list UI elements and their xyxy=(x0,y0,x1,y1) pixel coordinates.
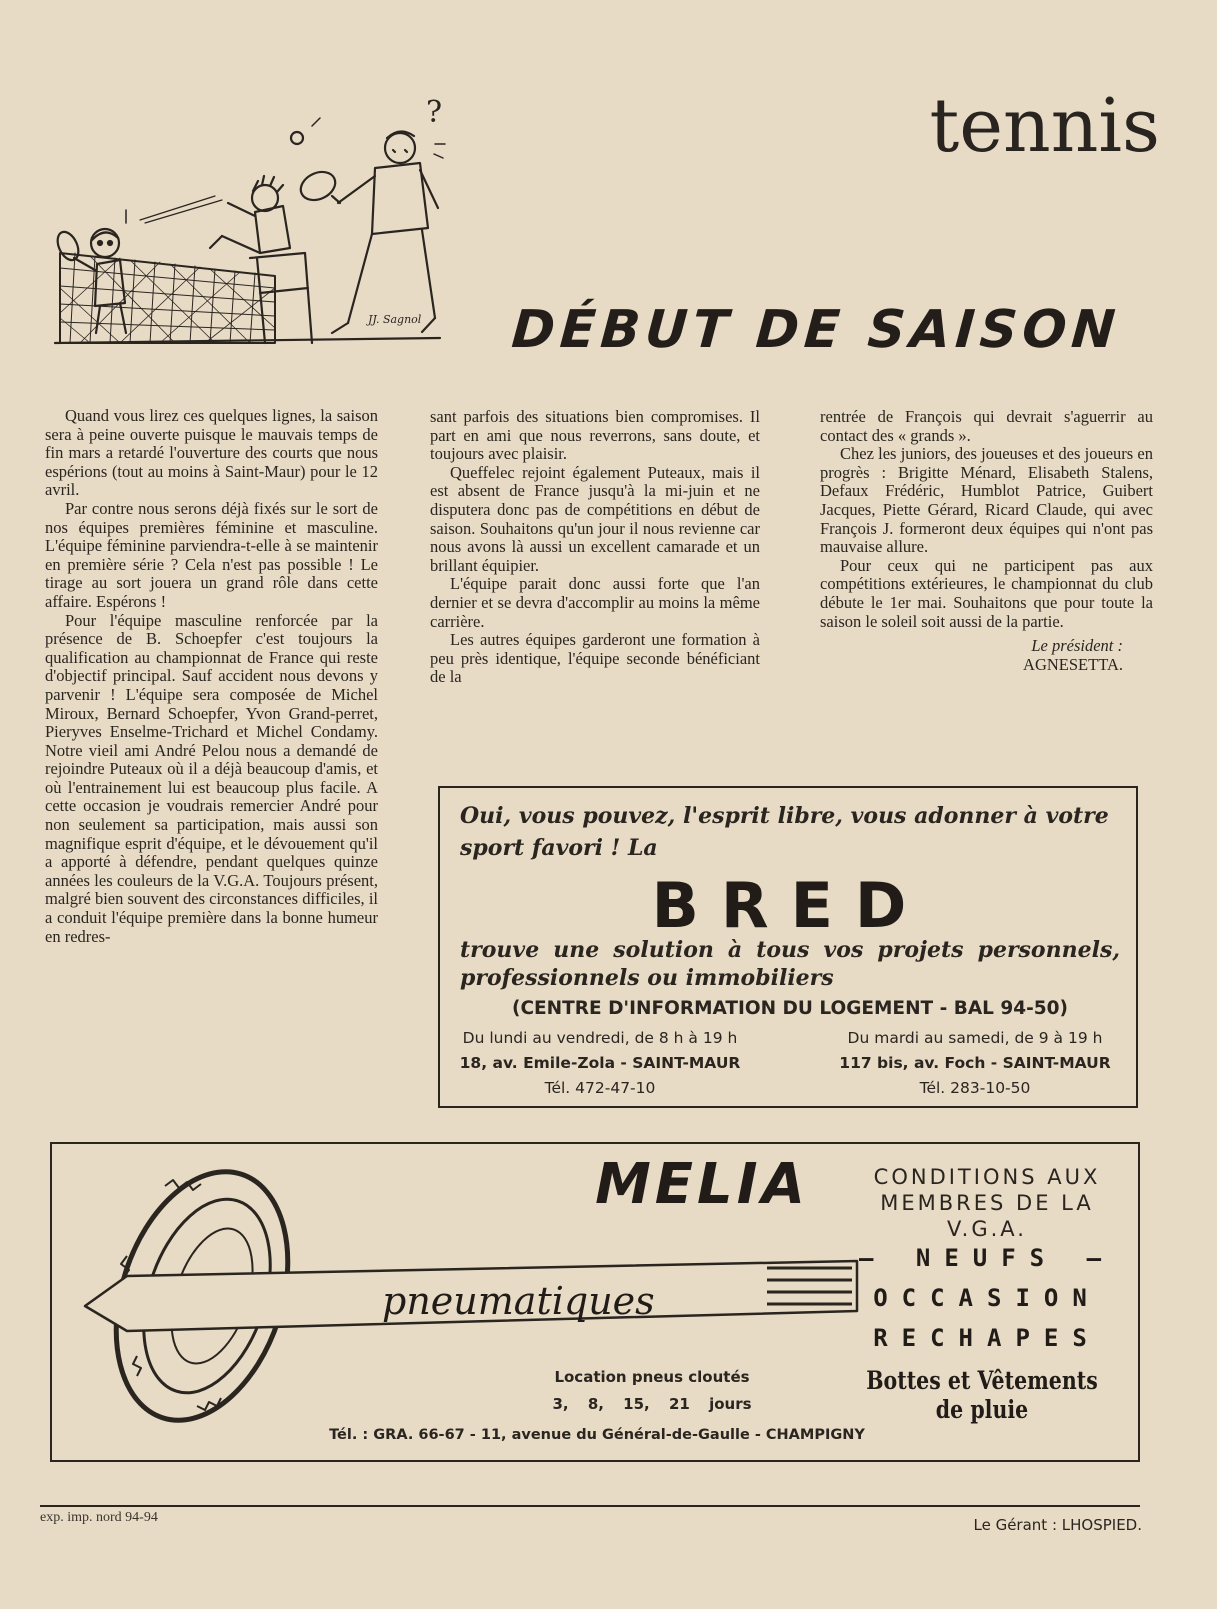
article-paragraph: Pour l'équipe masculine renforcée par la présence de B. Schoepfer c'est toujours la qualification au championnat de France qui reste d'objectif principal. Sauf accident nous devons y parvenir ! L'équipe sera composée de Michel Miroux, Bernard Schoepfer, Yvon Grand-perret, Pieryves Enselme-Trichard et Michel Condamy. Notre vieil ami André Pelou nous a demandé de rejoindre Puteaux où il a déjà beaucoup d'amis, et où l'entrainement lui est beaucoup plus facile. A cette occasion je voudrais remercier André pour non seulement sa participation, mais aussi son magnifique esprit d'équipe, et le dévouement qu'il a apporté à défendre, pendant quelques quinze années les couleurs de la V.G.A. Toujours présent, malgré bien souvent des circonstances difficiles, il a conduit l'équipe première dans la bonne humeur en redres- xyxy=(45,610,378,946)
manager-credit: Le Gérant : LHOSPIED. xyxy=(973,1516,1142,1534)
melia-rental-info xyxy=(522,1364,782,1418)
signature-name: AGNESETTA. xyxy=(1023,654,1123,674)
bred-logo: BRED xyxy=(651,869,929,942)
artist-signature: JJ. Sagnol xyxy=(368,313,422,326)
section-title: tennis xyxy=(929,83,1160,169)
melia-member-conditions: CONDITIONS AUX MEMBRES DE LA V.G.A. xyxy=(873,1165,1101,1241)
bred-branch-emile-zola xyxy=(450,1026,750,1101)
branch-phone: Tél. 283-10-50 xyxy=(919,1079,1031,1097)
bred-subline: trouve une solution à tous vos projets personnels, professionnels ou immobiliers xyxy=(460,937,1120,991)
melia-rainwear: Bottes et Vêtements de pluie xyxy=(866,1366,1098,1424)
article-column-3 xyxy=(820,408,1153,674)
tall-player-figure xyxy=(296,95,445,333)
branch-phone: Tél. 472-47-10 xyxy=(544,1079,656,1097)
article-column-2 xyxy=(430,408,760,687)
offer-new-tires: — NEUFS — xyxy=(858,1244,1116,1272)
melia-contact-line: Tél. : GRA. 66-67 - 11, avenue du Général-de-Gaulle - CHAMPIGNY xyxy=(329,1427,865,1443)
rental-days: 3, 8, 15, 21 jours xyxy=(552,1395,752,1413)
article-paragraph: sant parfois des situations bien compromises. Il part en ami que nous reverrons, sans doute, et toujours avec plaisir. xyxy=(430,407,760,464)
branch-hours: Du mardi au samedi, de 9 à 19 h xyxy=(847,1029,1103,1047)
umpire-figure xyxy=(210,176,312,343)
branch-address: 117 bis, av. Foch - SAINT-MAUR xyxy=(839,1054,1111,1072)
signature-title: Le président : xyxy=(1031,636,1123,656)
article-paragraph: Pour ceux qui ne participent pas aux compétitions extérieures, le championnat du club débute le 1er mai. Souhaitons que pour toute la saison le soleil soit aussi de la partie. xyxy=(820,555,1153,631)
offer-retreads: RECHAPES xyxy=(873,1324,1101,1352)
bred-advertisement xyxy=(438,786,1138,1108)
product-label: pneumatiques xyxy=(382,1279,655,1323)
article-paragraph: Quand vous lirez ces quelques lignes, la saison sera à peine ouverte puisque le mauvais temps de fin mars a retardé l'ouverture des courts que nous espérions (tout au moins à Saint-Maur) pour le 12 avril. xyxy=(45,406,378,500)
footer-divider xyxy=(40,1505,1140,1507)
offer-used-tires: OCCASION xyxy=(873,1284,1101,1312)
article-signature xyxy=(820,637,1153,674)
tennis-ball xyxy=(291,132,303,144)
article-paragraph: Par contre nous serons déjà fixés sur le sort de nos équipes premières féminine et masculine. L'équipe féminine parviendra-t-elle à se maintenir en première série ? Cela n'est pas possible ! Le tirage au sort jouera un grand rôle dans cette affaire. Espérons ! xyxy=(45,498,378,611)
melia-brand: MELIA xyxy=(595,1152,809,1217)
article-paragraph: Chez les juniors, des joueuses et des joueurs en progrès : Brigitte Ménard, Elisabeth Stalens, Defaux Frédéric, Humblot Patrice, Guibert Jacques, Piette Gérard, Ricard Claude, qui avec François J. formeront deux équipes qui n'ont pas mauvaise allure. xyxy=(820,444,1153,557)
article-paragraph: Queffelec rejoint également Puteaux, mais il est absent de France jusqu'à la mi-juin et ne disputera donc pas de compétitions en début de saison. Souhaitons qu'un jour il nous revienne car nous avons là aussi un excellent camarade et un brillant équipier. xyxy=(430,462,760,575)
article-column-1 xyxy=(45,407,378,946)
branch-hours: Du lundi au vendredi, de 8 h à 19 h xyxy=(462,1029,738,1047)
article-paragraph: rentrée de François qui devrait s'aguerrir au contact des « grands ». xyxy=(820,407,1153,445)
bred-branch-foch xyxy=(825,1026,1125,1101)
bred-information-centre: (CENTRE D'INFORMATION DU LOGEMENT - BAL 94-50) xyxy=(511,998,1068,1019)
bred-tagline: Oui, vous pouvez, l'esprit libre, vous adonner à votre sport favori ! La xyxy=(460,803,1109,861)
small-player-figure xyxy=(54,229,126,333)
article-paragraph: Les autres équipes garderont une formation à peu près identique, l'équipe seconde bénéficiant de la xyxy=(430,630,760,687)
melia-advertisement xyxy=(50,1142,1140,1462)
ball-trajectory-lines xyxy=(140,196,222,223)
tennis-net xyxy=(60,253,275,343)
article-headline: DÉBUT DE SAISON xyxy=(509,300,1123,360)
printer-credit: exp. imp. nord 94-94 xyxy=(40,1510,158,1525)
article-paragraph: L'équipe parait donc aussi forte que l'an dernier et se devra d'accomplir au moins la même carrière. xyxy=(430,574,760,631)
rental-title: Location pneus cloutés xyxy=(554,1368,750,1386)
svg-text:?: ? xyxy=(426,95,443,130)
tennis-cartoon-illustration xyxy=(50,88,460,363)
branch-address: 18, av. Emile-Zola - SAINT-MAUR xyxy=(459,1054,741,1072)
